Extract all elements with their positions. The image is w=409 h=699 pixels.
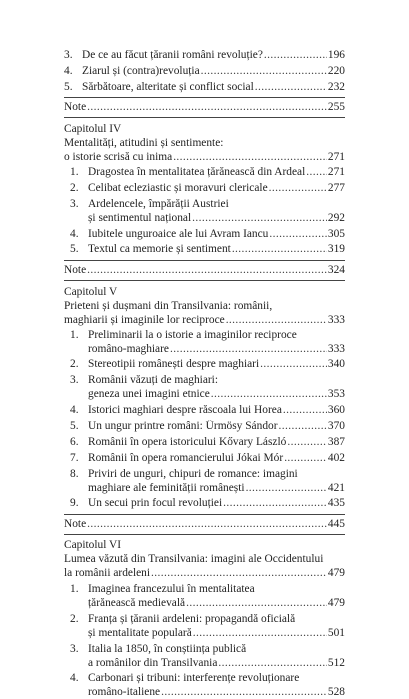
toc-entry-title: Românii în opera romancierului Jókai Mór <box>88 452 284 464</box>
entry-number: 4. <box>70 672 79 684</box>
leader-dots <box>218 657 327 670</box>
toc-entry-title: și mentalitate populară <box>88 627 192 639</box>
chapter-title: maghiarii și imaginile lor reciproce <box>64 314 225 326</box>
entry-number: 4. <box>70 404 79 416</box>
leader-dots <box>287 436 327 449</box>
toc-entry-title: Franța și țăranii ardeleni: propagandă oficială <box>88 613 296 625</box>
entry-number: 2. <box>70 613 79 625</box>
leader-dots <box>193 627 327 640</box>
leader-dots <box>223 497 327 510</box>
separator-line <box>64 514 345 515</box>
separator-line <box>64 97 345 98</box>
entry-number: 5. <box>70 243 79 255</box>
page-number: 220 <box>327 65 345 77</box>
toc-entry-title: țărănească medievală <box>88 597 186 609</box>
entry-number: 9. <box>70 497 79 509</box>
page-number: 528 <box>327 686 345 698</box>
toc-entry-title: Un secui prin focul revoluției <box>88 497 223 509</box>
notes-label: Note <box>64 264 87 276</box>
separator-line <box>64 280 345 281</box>
separator-line <box>64 117 345 118</box>
page-number: 445 <box>327 518 345 530</box>
page-number: 255 <box>327 101 345 113</box>
page-number: 271 <box>327 151 345 163</box>
page-number: 324 <box>327 264 345 276</box>
leader-dots <box>306 166 327 179</box>
leader-dots <box>87 518 327 531</box>
toc-entry-title: Românii în opera istoricului Kővary László <box>88 436 287 448</box>
entry-number: 8. <box>70 468 79 480</box>
toc-entry-title: Ardelencele, împărății Austriei <box>88 198 229 210</box>
leader-dots <box>284 452 327 465</box>
toc-entry-title: Sărbătoare, alteritate și conflict social <box>82 81 254 93</box>
toc-entry-title: maghiare ale feminității românești <box>88 482 245 494</box>
page-number: 402 <box>327 452 345 464</box>
entry-number: 1. <box>70 166 79 178</box>
page-number: 333 <box>327 314 345 326</box>
entry-number: 3. <box>70 374 79 386</box>
toc-entry-title: geneza unei imagini etnice <box>88 388 210 400</box>
toc-entry-title: Istorici maghiari despre răscoala lui Horea <box>88 404 282 416</box>
separator-line <box>64 534 345 535</box>
page-number: 512 <box>327 657 345 669</box>
toc-entry-title: Textul ca memorie și sentiment <box>88 243 231 255</box>
entry-number: 3. <box>70 643 79 655</box>
chapter-title: o istorie scrisă cu inima <box>64 151 173 163</box>
leader-dots <box>232 243 327 256</box>
entry-number: 3. <box>64 49 73 61</box>
entry-number: 5. <box>64 81 73 93</box>
page-number: 360 <box>327 404 345 416</box>
toc-entry-title: și sentimentul național <box>88 212 192 224</box>
toc-entry-title: Celibat ecleziastic și moravuri clericale <box>88 182 268 194</box>
toc-entry-title: Dragostea în mentalitatea țărănească din Ardeal <box>88 166 306 178</box>
page-number: 479 <box>327 567 345 579</box>
toc-entry-title: Preliminarii la o istorie a imaginilor reciproce <box>88 329 297 341</box>
entry-number: 2. <box>70 358 79 370</box>
leader-dots <box>269 182 327 195</box>
toc-entry-title: a românilor din Transilvania <box>88 657 218 669</box>
leader-dots <box>87 101 327 114</box>
page-number: 435 <box>327 497 345 509</box>
page-number: 479 <box>327 597 345 609</box>
entry-number: 1. <box>70 583 79 595</box>
page-number: 292 <box>327 212 345 224</box>
leader-dots <box>201 65 327 78</box>
leader-dots <box>192 212 327 225</box>
toc-entry-title: Priviri de unguri, chipuri de romance: imagini <box>88 468 298 480</box>
entry-number: 1. <box>70 329 79 341</box>
entry-number: 4. <box>70 228 79 240</box>
page-number: 421 <box>327 482 345 494</box>
page-number: 232 <box>327 81 345 93</box>
chapter-title: Mentalități, atitudini și sentimente: <box>64 137 224 149</box>
toc-entry-title: Italia la 1850, în conștiința publică <box>88 643 247 655</box>
leader-dots <box>283 404 327 417</box>
notes-label: Note <box>64 518 87 530</box>
leader-dots <box>269 228 327 241</box>
entry-number: 3. <box>70 198 79 210</box>
leader-dots <box>226 314 327 327</box>
toc-entry-title: Carbonari și tribuni: interferențe revoluționare <box>88 672 300 684</box>
page-number: 305 <box>327 228 345 240</box>
page-number: 370 <box>327 420 345 432</box>
leader-dots <box>170 343 327 356</box>
leader-dots <box>211 388 327 401</box>
leader-dots <box>186 597 327 610</box>
page-number: 387 <box>327 436 345 448</box>
chapter-title: Lumea văzută din Transilvania: imagini ale Occidentului <box>64 553 324 565</box>
leader-dots <box>87 264 327 277</box>
entry-number: 6. <box>70 436 79 448</box>
leader-dots <box>173 151 327 164</box>
toc-entry-title: Iubitele unguroaice ale lui Avram Iancu <box>88 228 269 240</box>
notes-label: Note <box>64 101 87 113</box>
toc-entry-title: Un ungur printre români: Ürmösy Sándor <box>88 420 278 432</box>
page-number: 340 <box>327 358 345 370</box>
chapter-title: Prieteni și dușmani din Transilvania: românii, <box>64 300 273 312</box>
leader-dots <box>264 49 327 62</box>
entry-number: 4. <box>64 65 73 77</box>
separator-line <box>64 260 345 261</box>
page-number: 277 <box>327 182 345 194</box>
toc-entry-title: Românii văzuți de maghiari: <box>88 374 219 386</box>
toc-entry-title: româno-italiene <box>88 686 161 698</box>
entry-number: 5. <box>70 420 79 432</box>
leader-dots <box>151 567 327 580</box>
page-number: 196 <box>327 49 345 61</box>
toc-entry-title: Stereotipii românești despre maghiari <box>88 358 260 370</box>
leader-dots <box>279 420 327 433</box>
toc-entry-title: De ce au făcut țăranii români revoluție? <box>82 49 263 61</box>
leader-dots <box>161 686 327 699</box>
page-number: 353 <box>327 388 345 400</box>
chapter-title: la românii ardeleni <box>64 567 151 579</box>
page-number: 319 <box>327 243 345 255</box>
page-number: 333 <box>327 343 345 355</box>
toc-entry-title: Imaginea francezului în mentalitatea <box>88 583 255 595</box>
page-number: 501 <box>327 627 345 639</box>
chapter-heading: Capitolul VI <box>64 539 122 551</box>
leader-dots <box>255 81 327 94</box>
leader-dots <box>246 482 327 495</box>
toc-entry-title: româno-maghiare <box>88 343 169 355</box>
page-number: 271 <box>327 166 345 178</box>
leader-dots <box>260 358 327 371</box>
entry-number: 7. <box>70 452 79 464</box>
chapter-heading: Capitolul V <box>64 286 118 298</box>
entry-number: 2. <box>70 182 79 194</box>
chapter-heading: Capitolul IV <box>64 123 122 135</box>
toc-entry-title: Ziarul și (contra)revoluția <box>82 65 200 77</box>
